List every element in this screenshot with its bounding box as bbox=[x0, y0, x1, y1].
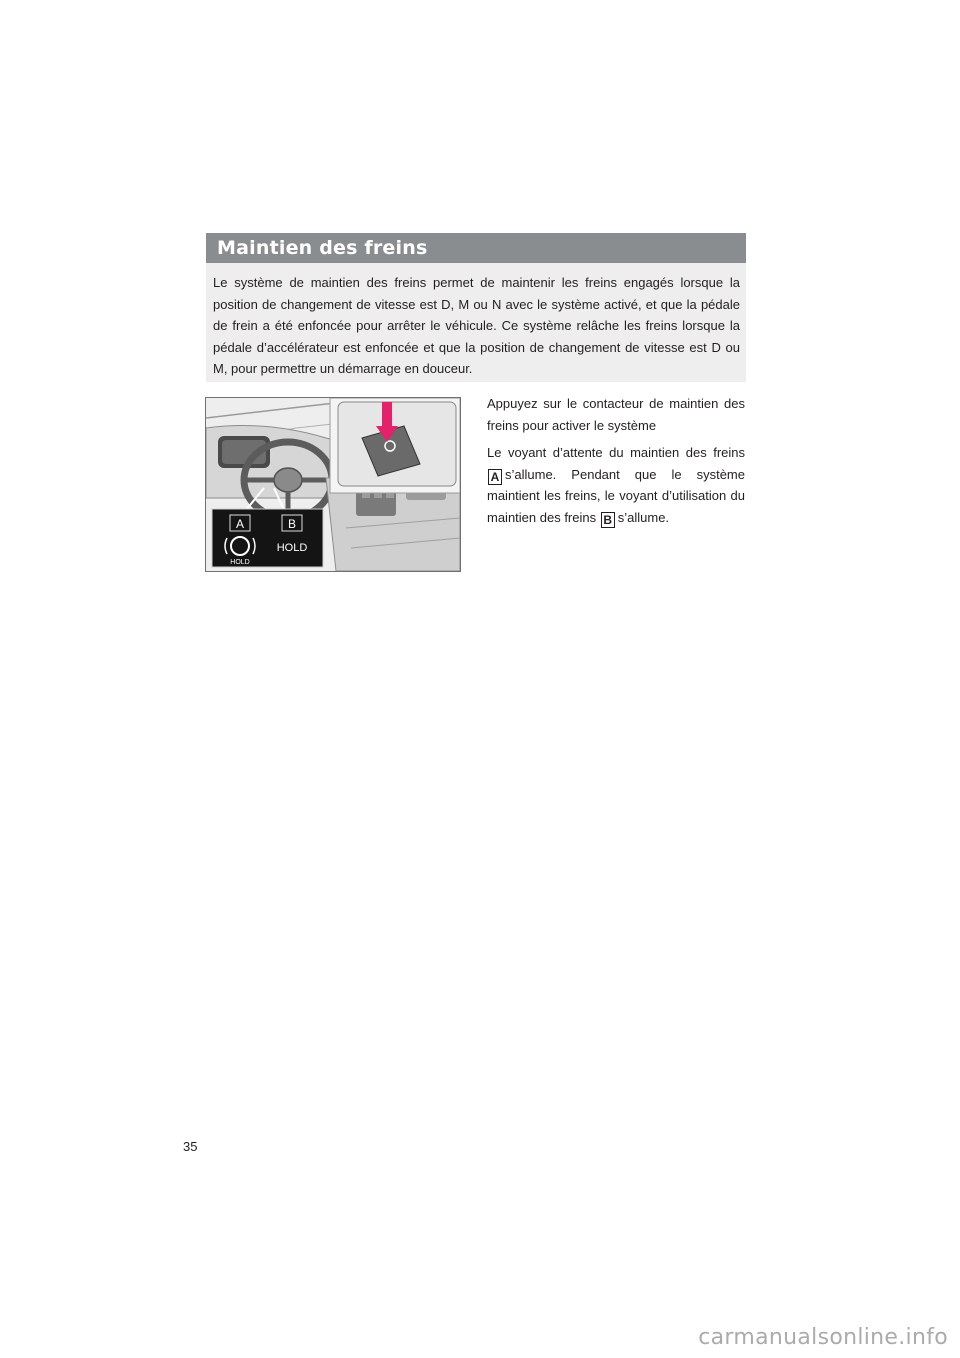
instruction-text bbox=[487, 393, 745, 534]
label-b-badge: B bbox=[601, 512, 615, 528]
indicator-label-b: B bbox=[287, 517, 297, 531]
indicator-label-a: A bbox=[235, 517, 245, 531]
hold-switch-illustration bbox=[205, 397, 461, 572]
watermark: carmanualsonline.info bbox=[698, 1325, 948, 1350]
hold-icon-caption: HOLD bbox=[230, 559, 250, 566]
label-a-badge: A bbox=[488, 469, 502, 485]
section-title: Maintien des freins bbox=[206, 233, 746, 263]
instruction-step-2: Le voyant d’attente du maintien des freins A s’allume. Pendant que le système maintient les freins, le voyant d’utilisation du maintien des freins B s’allume. bbox=[487, 445, 745, 527]
intro-text: Le système de maintien des freins permet de maintenir les freins engagés lorsque la position de changement de vitesse est D, M ou N avec le système activé, et que la pédale de frein a été enfoncée pour arrêter le véhicule. Ce système relâche les freins lorsque la pédale d’accélérateur est enfoncée et que la position de changement de vitesse est D ou M, pour permettre un démarrage en douceur. bbox=[206, 263, 746, 382]
hold-indicator-text: HOLD bbox=[276, 542, 308, 554]
page-number: 35 bbox=[183, 1139, 198, 1154]
instruction-step-1: Appuyez sur le contacteur de maintien des freins pour activer le système bbox=[487, 396, 745, 433]
